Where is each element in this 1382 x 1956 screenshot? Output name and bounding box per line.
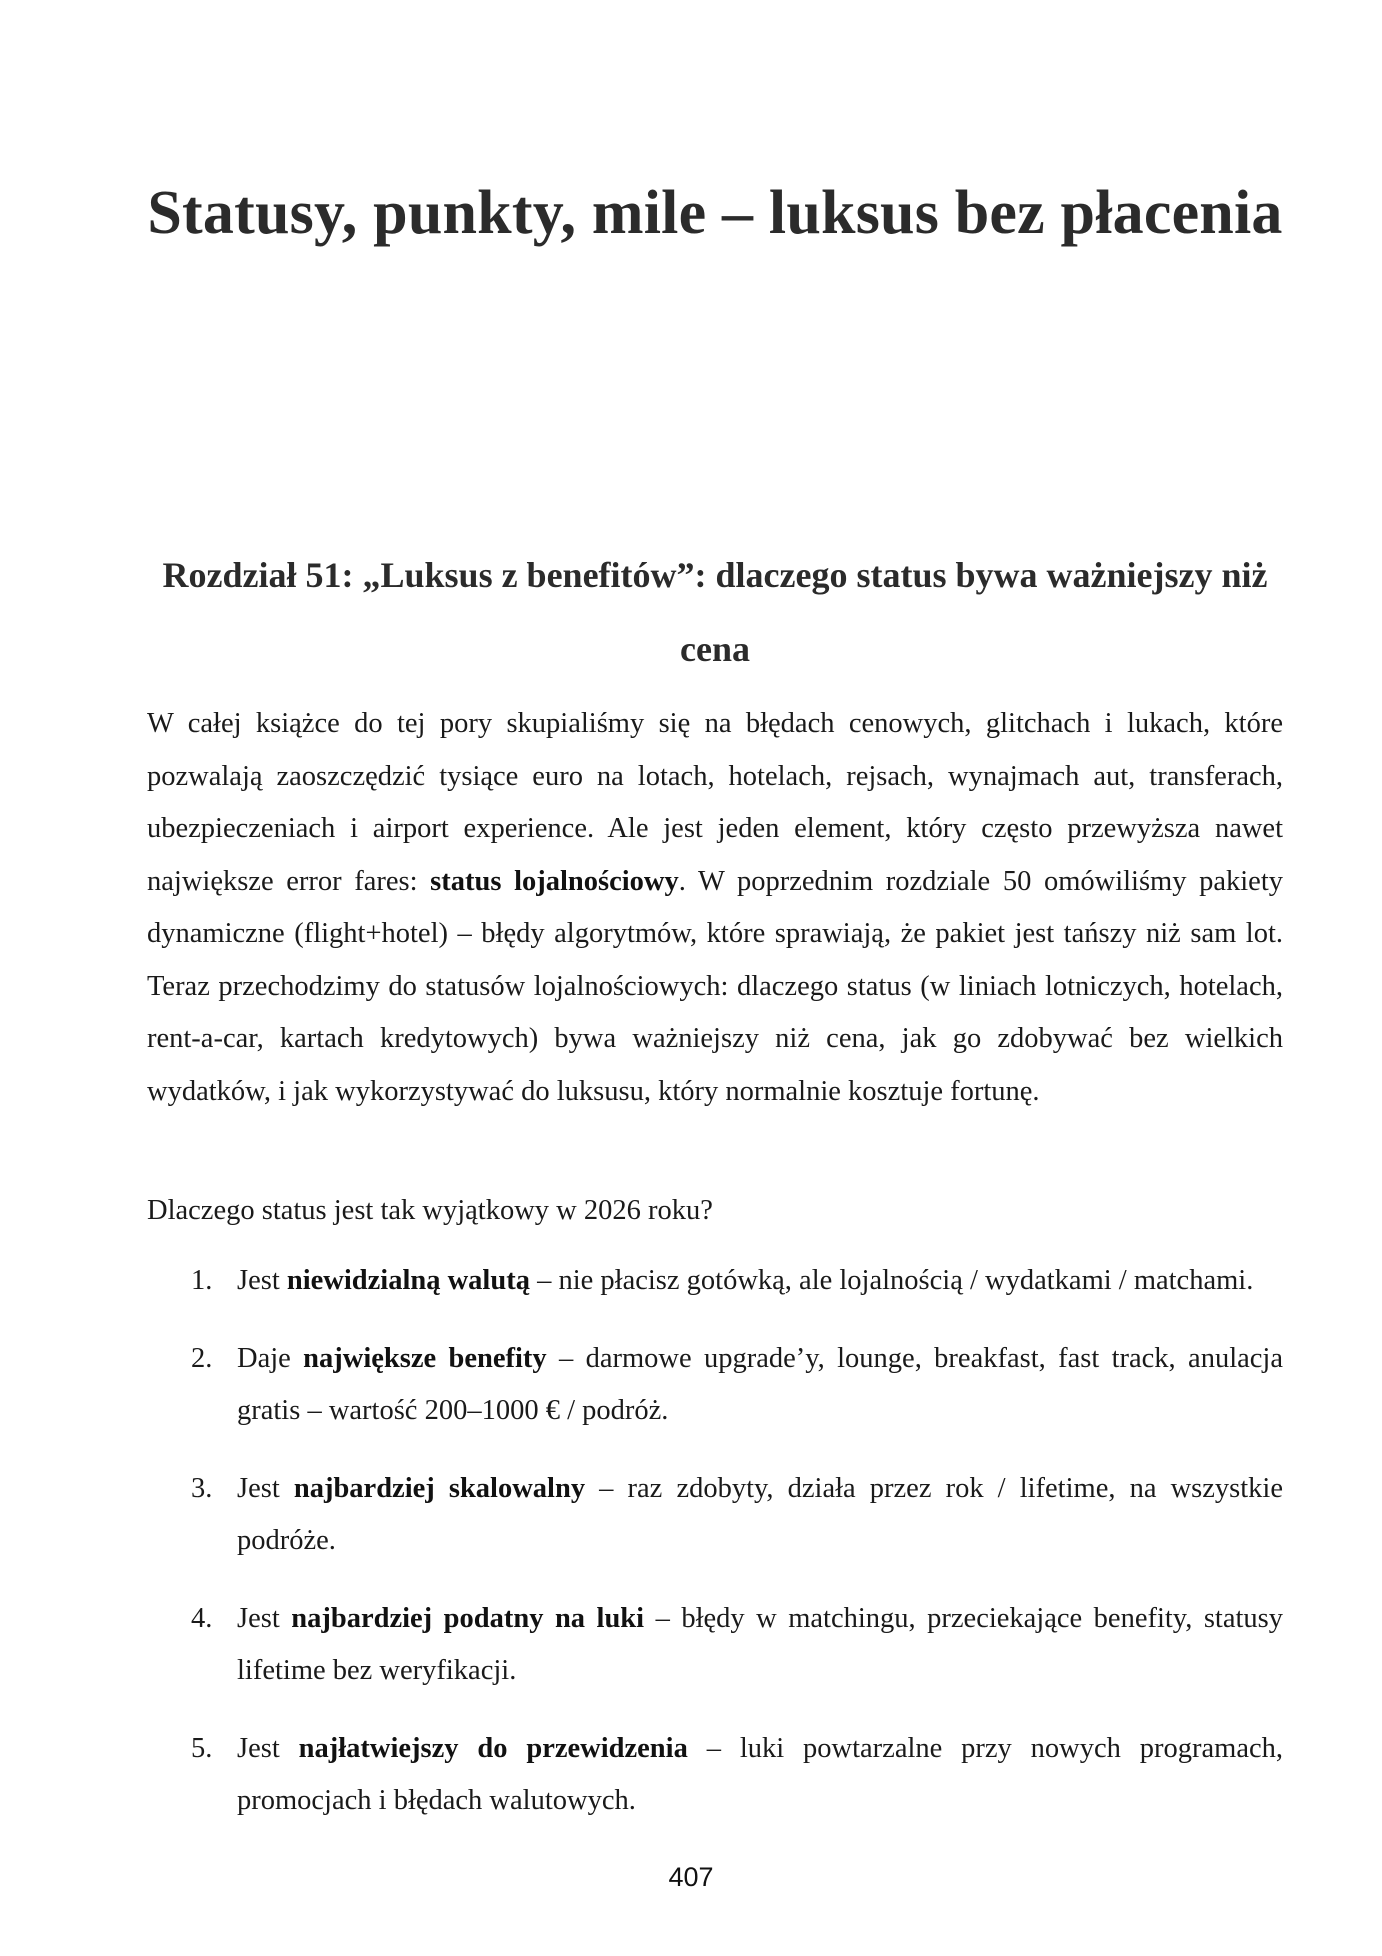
chapter-title: Rozdział 51: „Luksus z benefitów”: dlaczego status bywa ważniejszy niż cena (162, 555, 1268, 669)
list-item-prefix: Jest (237, 1473, 294, 1504)
list-item-prefix: Jest (237, 1265, 287, 1296)
list-item-text: – raz zdobyty, działa przez rok / lifetime, na wszystkie podróże. (237, 1473, 1283, 1556)
list-item (147, 1333, 1283, 1437)
list-item-number: 5. (191, 1733, 213, 1764)
list-item (147, 1255, 1283, 1307)
list-item-number: 2. (191, 1343, 213, 1374)
list-item-text: – darmowe upgrade’y, lounge, breakfast, fast track, anulacja gratis – wartość 200–1000 € / podróż. (237, 1343, 1283, 1426)
list-item-bold: najbardziej skalowalny (293, 1473, 586, 1504)
list-item-bold: największe benefity (303, 1343, 547, 1374)
list-item-bold: niewidzialną walutą (286, 1265, 530, 1296)
question-paragraph: Dlaczego status jest tak wyjątkowy w 2026 roku? (147, 1195, 713, 1226)
part-title: Statusy, punkty, mile – luksus bez płacenia (147, 179, 1283, 247)
intro-paragraph (147, 698, 1283, 1118)
intro-bold-term: status lojalnościowy (430, 865, 679, 897)
page-number: 407 (668, 1862, 714, 1892)
list-item-number: 4. (191, 1603, 213, 1634)
list-item-prefix: Jest (237, 1603, 292, 1634)
list-item-number: 1. (191, 1265, 213, 1296)
list-item-prefix: Daje (237, 1343, 304, 1374)
list-item-bold: najbardziej podatny na luki (291, 1603, 645, 1634)
list-item (147, 1593, 1283, 1697)
list-item-text: – luki powtarzalne przy nowych programach, promocjach i błędach walutowych. (237, 1733, 1283, 1816)
list-item (147, 1723, 1283, 1827)
list-item (147, 1463, 1283, 1567)
list-item-prefix: Jest (237, 1733, 299, 1764)
intro-text-after: . W poprzednim rozdziale 50 omówiliśmy pakiety dynamiczne (flight+hotel) – błędy algorytmów, które sprawiają, że pakiet jest tańszy niż sam lot. Teraz przechodzimy do statusów lojalnościowych: dlaczego status (w liniach lotniczych, hotelach, rent-a-car, kartach kredytowych) bywa ważniejszy niż cena, jak go zdobywać bez wielkich wydatków, i jak wykorzystywać do luksusu, który normalnie kosztuje fortunę. (147, 865, 1283, 1107)
reasons-list (147, 1255, 1283, 1853)
list-item-text: – nie płacisz gotówką, ale lojalnością / wydatkami / matchami. (529, 1265, 1254, 1296)
intro-text-before: W całej książce do tej pory skupialiśmy się na błędach cenowych, glitchach i lukach, które pozwalają zaoszczędzić tysiące euro na lotach, hotelach, rejsach, wynajmach aut, transferach, ubezpieczeniach i airport experience. Ale jest jeden element, który często przewyższa nawet największe error fares: (147, 708, 1283, 897)
list-item-bold: najłatwiejszy do przewidzenia (298, 1733, 688, 1764)
list-item-text: – błędy w matchingu, przeciekające benefity, statusy lifetime bez weryfikacji. (237, 1603, 1283, 1686)
list-item-number: 3. (191, 1473, 213, 1504)
